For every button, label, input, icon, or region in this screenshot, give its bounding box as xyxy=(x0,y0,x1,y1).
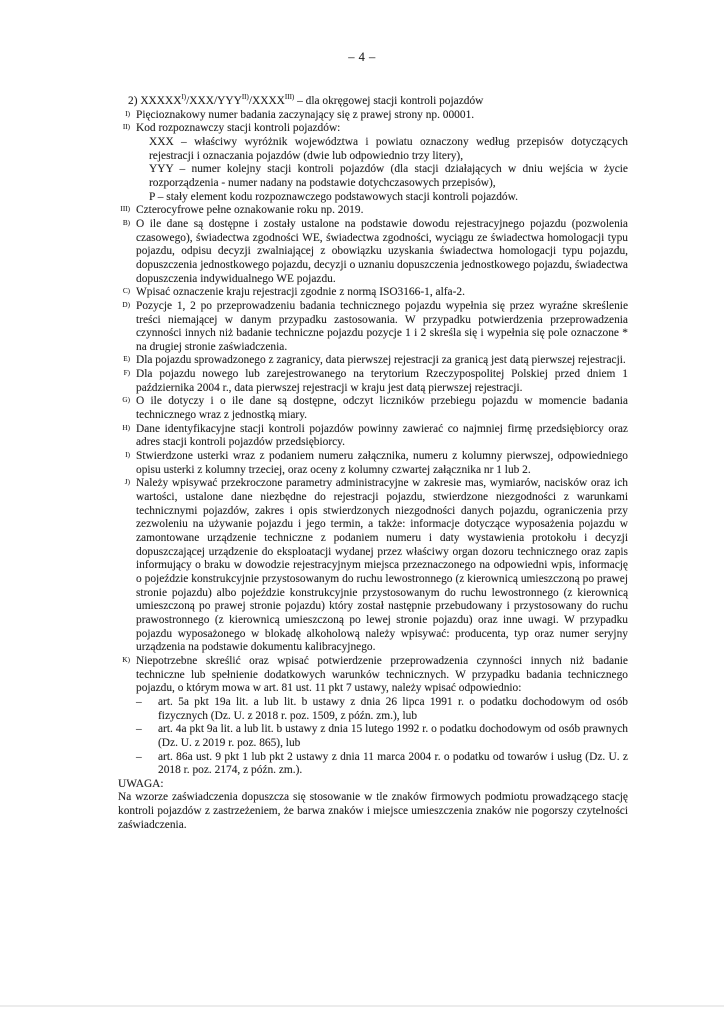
footnote-marker: G) xyxy=(122,396,130,405)
code-part-xxx: XXX – właściwy wyróżnik województwa i powiatu oznaczony według przepisów dotyczących rejestracji i oznaczania pojazdów (dwie lub odpowiednio trzy litery), xyxy=(149,135,628,162)
footnote-text: Czterocyfrowe pełne oznakowanie roku np. 2019. xyxy=(136,204,364,217)
footnote-text xyxy=(136,655,628,778)
footnote-ii-lead: Kod rozpoznawczy stacji kontroli pojazdów: xyxy=(136,122,341,135)
footnote-ref-ii: II) xyxy=(241,93,249,102)
footnote-text: Stwierdzone usterki wraz z podaniem numeru załącznika, numeru z kolumny pierwszej, odpowiedniego opisu usterki z kolumny trzeciej, oraz oceny z kolumny czwartej załącznika nr 1 lub 2. xyxy=(136,450,628,476)
footnote-text: Pozycje 1, 2 po przeprowadzeniu badania technicznego pojazdu wypełnia się przez wyraźne skreślenie treści niemającej w danym przypadku zastosowania. W przypadku potwierdzenia przeprowadzenia czynności innych niż badanie techniczne pojazdu pozycje 1 i 2 skreśla się i wypełnia się pole oznaczone * na drugiej stronie zaświadczenia. xyxy=(136,299,628,353)
footnote-text: Wpisać oznaczenie kraju rejestracji zgodnie z normą ISO3166-1, alfa-2. xyxy=(136,286,465,299)
footnote-marker: I) xyxy=(125,109,130,118)
footnote-marker: F) xyxy=(123,369,130,378)
intro-suffix: – dla okręgowej stacji kontroli pojazdów xyxy=(294,95,484,107)
footnote-h xyxy=(104,423,628,450)
footnote-i xyxy=(104,109,628,123)
legal-ref-text: art. 4a pkt 9a lit. a lub lit. b ustawy z dnia 15 lutego 1992 r. o podatku dochodowym od osób prawnych (Dz. U. z 2019 r. poz. 865), lub xyxy=(158,723,628,749)
footnote-d xyxy=(104,300,628,355)
dash-icon xyxy=(136,723,158,750)
intro-prefix: 2) XXXXX xyxy=(128,95,182,107)
footnote-text: O ile dane są dostępne i zostały ustalone na podstawie dowodu rejestracyjnego pojazdu (pozwolenia czasowego), świadectwa zgodności WE, świadectwa zgodności, wyciągu ze świadectwa homologacji typu pojazdu, odpisu decyzji zwalniającej z obowiązku uzyskania świadectwa homologacji typu pojazdu, dopuszczenia jednostkowego pojazdu, decyzji o uznaniu dopuszczenia jednostkowego pojazdu, świadectwa dopuszczenia indywidualnego WE pojazdu. xyxy=(136,217,628,285)
footnote-text: Należy wpisywać przekroczone parametry administracyjne w zakresie mas, wymiarów, nacisków oraz ich wartości, ustalone dane niezbędne do rejestracji pojazdu, stwierdzone niezgodności z warunkami technicznymi pojazdów, zakres i opis stwierdzonych niezgodności danych pojazdu, ograniczenia przy zezwoleniu na używanie pojazdu i jego termin, a także: informacje dotyczące wyposażenia pojazdu w zamontowane urządzenie techniczne z podaniem numeru i daty wystawienia protokołu i decyzji dopuszczającej urządzenie do eksploatacji wydanej przez właściwy organ dozoru technicznego oraz zapis informujący o braku w dowodzie rejestracyjnym miejsca przeznaczonego na odpowiedni wpis, informację o pojeździe konstrukcyjnie przystosowanym do ruchu lewostronnego (z kierownicą umieszczoną po prawej stronie pojazdu) albo pojeździe konstrukcyjnie przystosowanym do ruchu lewostronnego (z kierownicą umieszczoną po prawej stronie pojazdu) który został następnie przebudowany i przystosowany do ruchu prawostronnego (z kierownicą umieszczoną po lewej stronie pojazdu) oraz inne uwagi. W przypadku pojazdu wyposażonego w blokadę alkoholową należy wpisywać: producenta, typ oraz numer seryjny urządzenia na podstawie dokumentu kalibracyjnego. xyxy=(136,477,628,654)
footnote-k-lead: Niepotrzebne skreślić oraz wpisać potwierdzenie przeprowadzenia czynności innych niż badanie techniczne lub spełnienie dodatkowych warunków technicznych. W przypadku badania technicznego pojazdu, o którym mowa w art. 81 ust. 11 pkt 7 ustawy, należy wpisać odpowiednio: xyxy=(136,654,628,695)
footnote-ii xyxy=(104,122,628,204)
footnote-text: O ile dotyczy i o ile dane są dostępne, odczyt liczników przebiegu pojazdu w momencie badania technicznego wraz z jednostką miary. xyxy=(136,395,628,422)
footnote-marker: E) xyxy=(123,355,130,364)
footnote-text: Dane identyfikacyjne stacji kontroli pojazdów powinny zawierać co najmniej firmę przedsiębiorcy oraz adres stacji kontroli pojazdów przedsiębiorcy. xyxy=(136,422,628,449)
footnote-marker: D) xyxy=(122,300,130,309)
footnote-ref-iii: III) xyxy=(284,93,295,102)
footnote-text: Pięcioznakowy numer badania zaczynający się z prawej strony np. 00001. xyxy=(136,108,475,121)
legal-ref-item-pit xyxy=(136,696,628,723)
footnote-marker: II) xyxy=(122,123,130,132)
code-part-p: P – stały element kodu rozpoznawczego podstawowych stacji kontroli pojazdów. xyxy=(149,190,518,203)
footnote-marker: J) xyxy=(124,478,130,487)
footnote-e xyxy=(104,354,628,368)
footnote-marker: I) xyxy=(125,451,130,460)
footnote-iii xyxy=(104,204,628,218)
legal-ref-text: art. 5a pkt 19a lit. a lub lit. b ustawy z dnia 26 lipca 1991 r. o podatku dochodowym od osób fizycznych (Dz. U. z 2018 r. poz. 1509, z późn. zm.), lub xyxy=(158,695,628,722)
footnote-g xyxy=(104,395,628,422)
list-item-okregowa-skp xyxy=(128,95,628,109)
footnote-b xyxy=(104,218,628,286)
footnote-k xyxy=(104,655,628,778)
footnote-marker: III) xyxy=(120,205,130,214)
footnote-ref-i: I) xyxy=(181,93,187,102)
uwaga-text: Na wzorze zaświadczenia dopuszcza się stosowanie w tle znaków firmowych podmiotu prowadzącego stację kontroli pojazdów z zastrzeżeniem, że barwa znaków i miejsce umieszczenia znaków nie pogorszy czytelności zaświadczenia. xyxy=(118,791,628,831)
uwaga-section xyxy=(118,778,628,833)
legal-ref-text: art. 86a ust. 9 pkt 1 lub pkt 2 ustawy z dnia 11 marca 2004 r. o podatku od towarów i usług (Dz. U. z 2018 r. poz. 2174, z późn. zm.). xyxy=(158,750,628,777)
scan-fold-line xyxy=(0,1005,724,1007)
footnote-marker: C) xyxy=(122,287,130,296)
legal-ref-item-vat xyxy=(136,751,628,778)
footnote-marker: K) xyxy=(122,655,130,664)
document-body xyxy=(104,95,628,832)
intro-mid2: /XXXX xyxy=(248,95,285,107)
dash-icon xyxy=(136,751,158,778)
footnote-text xyxy=(136,122,628,204)
dash-icon xyxy=(136,696,158,723)
code-part-yyy: YYY – numer kolejny stacji kontroli pojazdów (dla stacji działających w dniu wejścia w życie rozporządzenia - numer nadany na podstawie dotychczasowych przepisów), xyxy=(149,163,628,189)
footnote-j xyxy=(104,477,628,655)
legal-ref-item-cit xyxy=(136,723,628,750)
footnote-c xyxy=(104,286,628,300)
footnote-i2 xyxy=(104,450,628,477)
footnote-text: Dla pojazdu nowego lub zarejestrowanego na terytorium Rzeczypospolitej Polskiej przed dniem 1 października 2004 r., data pierwszej rejestracji w kraju jest datą pierwszej rejestracji. xyxy=(136,368,628,394)
uwaga-label: UWAGA: xyxy=(118,777,164,790)
page-number: – 4 – xyxy=(348,50,376,64)
footnote-text: Dla pojazdu sprowadzonego z zagranicy, data pierwszej rejestracji za granicą jest datą pierwszej rejestracji. xyxy=(136,354,626,367)
footnote-marker: B) xyxy=(122,218,130,227)
footnote-marker: H) xyxy=(122,423,130,432)
intro-mid1: /XXX/YYY xyxy=(186,95,242,107)
footnote-f xyxy=(104,368,628,395)
